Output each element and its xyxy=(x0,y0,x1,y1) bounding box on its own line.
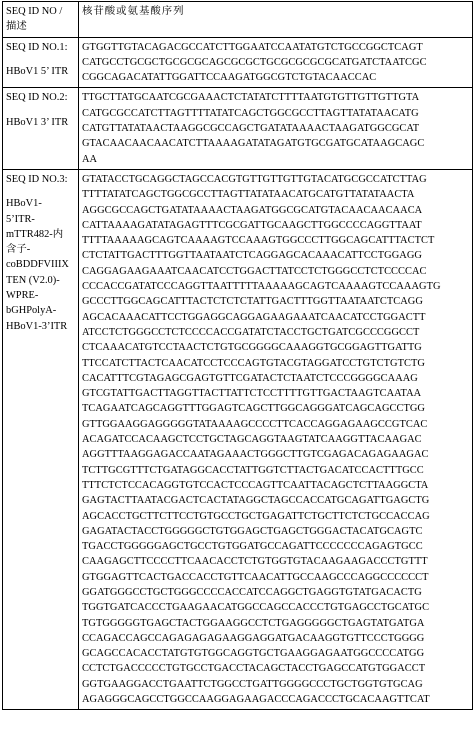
seq-description-line: HBoV1 5’ ITR xyxy=(6,65,69,77)
sequence-line: GTTGGAAGGAGGGGGTATAAAAGCCCCTTCACCAGGAGAAGCCGTCAC xyxy=(82,418,428,430)
seq-id-label: SEQ ID NO.3: xyxy=(6,173,68,185)
sequence-line: AGCACAAACATTCCTGGAGGCAGGAGAAGAAATCAACATCCTGGACTT xyxy=(82,311,426,323)
cell-spacer xyxy=(6,106,75,115)
sequence-line: ATCCTCTGGGCCTCTCCCCACCGATATCTACCTGCTGATCGCCCGGCCT xyxy=(82,326,420,338)
seq-description-line: HBoV1 3’ ITR xyxy=(6,116,69,128)
sequence-line: CAAGAGCTTCCCCTTCAACACCTCTGTGGTGTACAAGAAGACCCTGTTT xyxy=(82,556,428,568)
sequence-line: CACATTTCGTAGAGCGAGTGTTCGATACTCTAATCTCCCGGGGCAAAG xyxy=(82,372,418,384)
sequence-line: CATGTTATATAACTAAGGCGCCAGCTGATATAAAACTAAGATGGCGCAT xyxy=(82,123,420,135)
table-row xyxy=(3,88,473,169)
cell-spacer xyxy=(6,55,75,64)
sequence-line: GTATACCTGCAGGCTAGCCACGTGTTGTTGTTGTACATGCGCCATCTTAG xyxy=(82,173,427,185)
sequence-line: GTGGAGTTCACTGACCACCTGTTCAACATTGCCAAGCCCAGGCCCCCCT xyxy=(82,571,429,583)
seq-description-line: coBDDFVIIIX xyxy=(6,259,69,271)
sequence-line: TGACCTGGGGGAGCTGCCTGTGGATGCCAGATTCCCCCCCAGAGTGCC xyxy=(82,541,423,553)
sequence-table xyxy=(2,1,473,710)
sequence-line: ACAGATCCACAAGCTCCTGCTAGCAGGTAAGTATCAAGGTTACAAGAC xyxy=(82,434,422,446)
sequence-line: CCCACCGATATCCCAGGTTAATTTTTAAAAAGCAGTCAAAAGTCCAAAGTG xyxy=(82,281,441,293)
sequence-line: GCCCTTGGCAGCATTTACTCTCTCTATTGACTTTGGTTAATAATCTCAGG xyxy=(82,296,423,308)
sequence-line: CATGCGCCATCTTAGTTTTATATCAGCTGGCGCCTTAGTTATATAACATG xyxy=(82,107,419,119)
seq-description-line: 含子- xyxy=(6,244,31,256)
sequence-line: TTTTAAAAAGCAGTCAAAAGTCCAAAGTGGCCCTTGGCAGCATTTACTCT xyxy=(82,235,435,247)
sequence-line: GAGATACTACCTGGGGGCTGTGGAGCTGAGCTGGGACTACATGCAGTC xyxy=(82,525,423,537)
table-row xyxy=(3,169,473,709)
seq-id-label: SEQ ID NO.2: xyxy=(6,92,68,104)
sequence-line: CTCAAACATGTCCTAACTCTGTGCGGGGCAAAGGTGCGGAGTTGATTG xyxy=(82,342,422,354)
sequence-line: TCTTGCGTTTCTGATAGGCACCTATTGGTCTTACTGACATCCACTTTGCC xyxy=(82,464,424,476)
sequence-line: TTTCTCTCCACAGGTGTCCACTCCCAGTTCAATTACAGCTCTTAAGGCTA xyxy=(82,479,429,491)
seq-id-label: SEQ ID NO.1: xyxy=(6,41,68,53)
sequence-line: TCAGAATCAGCAGGTTTGGAGTCAGCTTGGCAGGGATCAGCAGCCTGG xyxy=(82,403,425,415)
sequence-line: TGTGGGGGTGAGCTACTGGAAGGCCTCTGAGGGGGCTGAGTATGATGA xyxy=(82,617,425,629)
seq-id-cell xyxy=(3,169,79,709)
sequence-line: AA xyxy=(82,153,98,165)
sequence-line: AGAGGGCAGCCTGGCCAAGGAGAAGACCCAGACCCTGCACAAGTTCAT xyxy=(82,694,430,706)
sequence-line: AGCACCTGCTTCTTCCTGTGCCTGCTGAGATTCTGCTTCTCTGCCACCAG xyxy=(82,510,430,522)
sequence-line: CGGCAGACATATTGGATTCCAAGATGGCGTCTGTACAACCAC xyxy=(82,72,377,84)
sequence-line: TGGTGATCACCCTGAAGAACATGGCCAGCCACCCTGTGAGCCTGCATGC xyxy=(82,602,430,614)
seq-description-line: bGHPolyA- xyxy=(6,305,57,317)
header-description-label: 描述 xyxy=(6,21,27,33)
sequence-line: AGGTTTAAGGAGACCAATAGAAACTGGGCTTGTCGAGACAGAGAAGAC xyxy=(82,449,429,461)
sequence-cell xyxy=(79,37,473,88)
sequence-table-body xyxy=(3,2,473,710)
seq-description-line: HBoV1- xyxy=(6,198,42,210)
seq-description-line: mTTR482-内 xyxy=(6,228,64,240)
sequence-line: AGGCGCCAGCTGATATAAAACTAAGATGGCGCATGTACAACAACAACA xyxy=(82,204,423,216)
sequence-line: TTTTATATCAGCTGGCGCCTTAGTTATATAACATGCATGTTATATAACTA xyxy=(82,189,415,201)
sequence-cell xyxy=(79,88,473,169)
header-sequence-cell xyxy=(79,2,473,38)
sequence-line: GGTGAAGGACCTGAATTCTGGCCTGATTGGGGCCCTGCTGGTGTGCAG xyxy=(82,678,423,690)
sequence-line: TTGCTTATGCAATCGCGAAACTCTATATCTTTTAATGTGTTGTTGTTGTA xyxy=(82,92,420,104)
sequence-cell xyxy=(79,169,473,709)
sequence-line: TTCCATCTTACTCAACATCCTCCCAGTGTACGTAGGATCCTGTCTGTCTG xyxy=(82,357,425,369)
seq-description-line: HBoV1-3’ITR xyxy=(6,320,68,332)
header-id-cell xyxy=(3,2,79,38)
sequence-line: GAGTACTTAATACGACTCACTATAGGCTAGCCACCATGCAGATTGAGCTG xyxy=(82,495,430,507)
sequence-line: GCAGCCACACCTATGTGTGGCAGGTGCTGAAGGAGAATGGCCCCATGG xyxy=(82,648,425,660)
sequence-line: CCTCTGACCCCCTGTGCCTGACCTACAGCTACCTGAGCCATGTGGACCT xyxy=(82,663,426,675)
sequence-line: GTCGTATTGACTTAGGTTACTTATTCTCCTTTTGTTGACTAAGTCAATAA xyxy=(82,388,422,400)
header-id-label: SEQ ID NO / xyxy=(6,6,63,17)
seq-description-line: WPRE- xyxy=(6,290,39,302)
seq-id-cell xyxy=(3,37,79,88)
table-header-row xyxy=(3,2,473,38)
cell-spacer xyxy=(6,187,75,196)
sequence-line: GGATGGGCCTGCTGGGCCCCACCATCCAGGCTGAGGTGTATGACACTG xyxy=(82,586,422,598)
sequence-line: CAGGAGAAGAAATCAACATCCTGGACTTATCCTCTGGGCCTCTCCCCAC xyxy=(82,265,427,277)
sequence-line: CATTAAAAGATATAGAGTTTCGCGATTGCAAGCTTGGCCCCAGGTTAAT xyxy=(82,219,422,231)
sequence-line: GTACAACAACAACATCTTAAAAGATATAGATGTGCGATGCATAAGCAGC xyxy=(82,138,425,150)
seq-description-line: TEN (V2.0)- xyxy=(6,274,60,286)
sequence-line: GTGGTTGTACAGACGCCATCTTGGAATCCAATATGTCTGCCGGCTCAGT xyxy=(82,41,423,53)
sequence-line: CCAGACCAGCCAGAGAGAGAAGGAGGATGACAAGGTGTTCCCTGGGG xyxy=(82,632,425,644)
seq-id-cell xyxy=(3,88,79,169)
header-sequence-label: 核苷酸或氨基酸序列 xyxy=(82,6,185,17)
sequence-line: CATGCCTGCGCTGCGCGCAGCGCGCTGCGCGCGCGCATGATCTAATCGC xyxy=(82,56,427,68)
sequence-line: CTCTATTGACTTTGGTTAATAATCTCAGGAGCACAAACATTCCTGGAGG xyxy=(82,250,422,262)
seq-description-line: 5’ITR- xyxy=(6,213,35,225)
table-row xyxy=(3,37,473,88)
